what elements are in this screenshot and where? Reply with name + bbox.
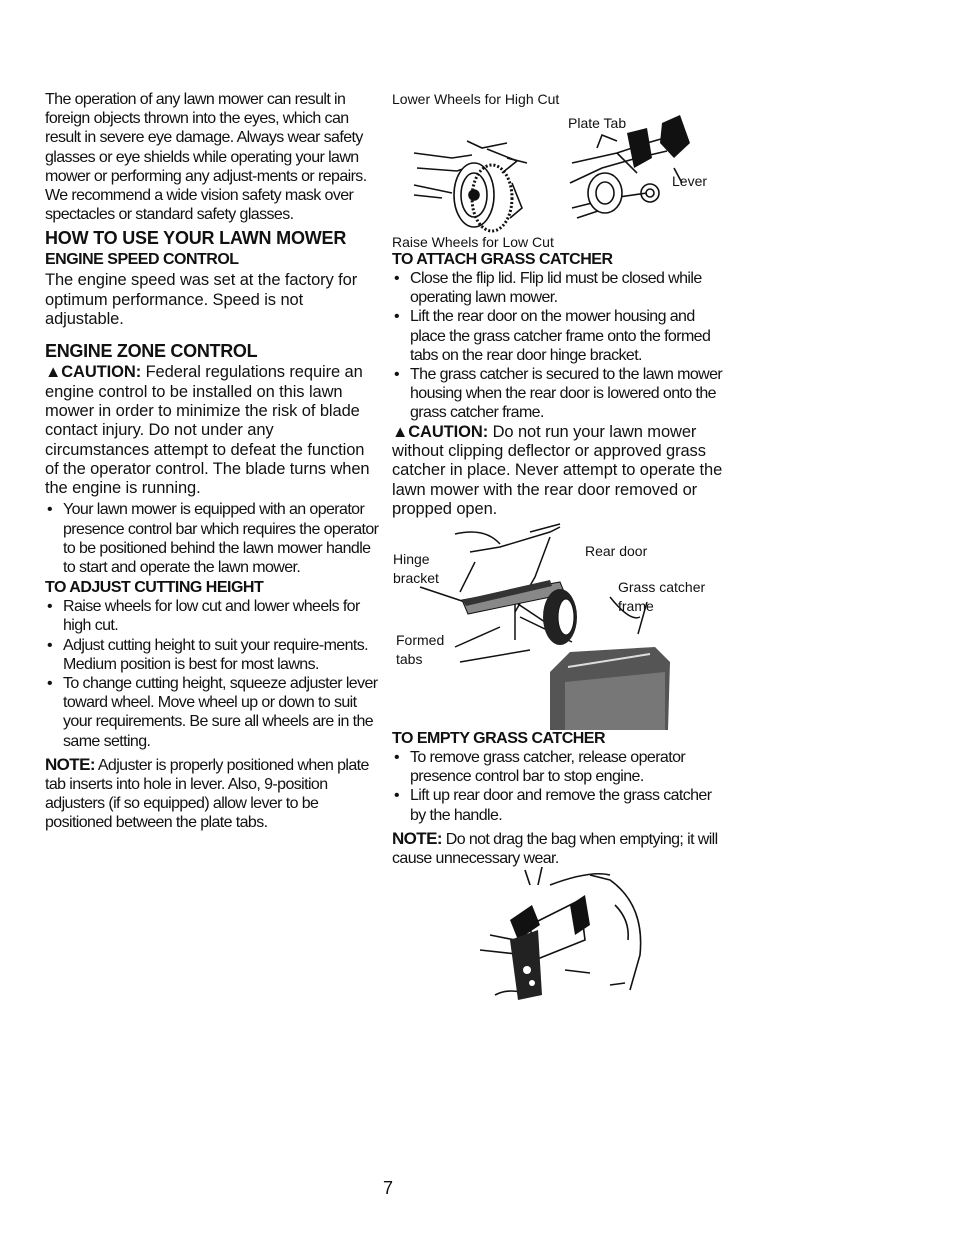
figure2-label-rear-door: Rear door — [585, 543, 648, 559]
right-column-top — [392, 250, 727, 519]
right-column-bottom — [392, 729, 727, 868]
figure1-label-bottom: Raise Wheels for Low Cut — [392, 234, 554, 250]
caution-text: Do not run your lawn mower without clipping deflector or approved grass catcher in place. Never attempt to operate the lawn mower with the rear door removed or propped open. — [392, 422, 723, 518]
figure2-label-catcher: Grass catcher — [618, 579, 706, 595]
list-item: • Close the flip lid. Flip lid must be closed while operating lawn mower. — [392, 269, 727, 307]
list-item: • Raise wheels for low cut and lower wheels for high cut. — [45, 597, 380, 635]
figure2-label-frame: frame — [618, 598, 654, 614]
list-item: • The grass catcher is secured to the lawn mower housing when the rear door is lowered onto the grass catcher frame. — [392, 365, 727, 423]
empty-heading: TO EMPTY GRASS CATCHER — [392, 730, 606, 747]
note-text: Do not drag the bag when emptying; it will cause unnecessary wear. — [392, 830, 718, 868]
note-label: NOTE: — [45, 754, 95, 774]
figure2-label-bracket: bracket — [393, 570, 439, 586]
list-item: • Adjust cutting height to suit your require-ments. Medium position is best for most lawns. — [45, 636, 380, 674]
engine-zone-caution — [45, 363, 380, 498]
grass-catcher-empty-illustration — [470, 865, 655, 1005]
list-item: • Lift up rear door and remove the grass catcher by the handle. — [392, 786, 727, 824]
left-column — [45, 90, 380, 833]
page-number: 7 — [383, 1178, 394, 1198]
attach-bullets — [392, 269, 727, 423]
wheel-adjuster-illustration — [412, 113, 702, 238]
figure1-label-lever: Lever — [672, 173, 708, 189]
attach-caution — [392, 423, 727, 519]
engine-zone-heading: ENGINE ZONE CONTROL — [45, 341, 258, 362]
figure1-label-top: Lower Wheels for High Cut — [392, 91, 560, 107]
cutting-height-heading: TO ADJUST CUTTING HEIGHT — [45, 579, 264, 597]
section-heading-use: HOW TO USE YOUR LAWN MOWER — [45, 228, 347, 249]
note-label: NOTE: — [392, 828, 442, 848]
engine-zone-bullets — [45, 500, 380, 577]
empty-note — [392, 829, 727, 868]
list-item: • To remove grass catcher, release operator presence control bar to stop engine. — [392, 748, 727, 786]
cutting-note — [45, 755, 380, 833]
attach-heading: TO ATTACH GRASS CATCHER — [392, 251, 613, 268]
engine-speed-heading: ENGINE SPEED CONTROL — [45, 251, 239, 269]
caution-label: ▲CAUTION: — [392, 422, 489, 441]
caution-text: Federal regulations require an engine control to be installed on this lawn mower in order to minimize the risk of blade contact injury. Do not under any circumstances attempt to defeat the function of the operator control. The blade turns when the engine is running. — [45, 363, 370, 498]
empty-bullets — [392, 748, 727, 825]
note-text: Adjuster is properly positioned when plate tab inserts into hole in lever. Also, 9-position adjusters (if so equipped) allow lever to be positioned between the plate tabs. — [45, 756, 369, 832]
figure2-label-tabs: tabs — [396, 651, 423, 667]
list-item: • To change cutting height, squeeze adjuster lever toward wheel. Move wheel up or down to suit your requirements. Be sure all wheels are in the same setting. — [45, 674, 380, 751]
grass-catcher-attach-illustration — [400, 522, 680, 732]
intro-paragraph: The operation of any lawn mower can result in foreign objects thrown into the eyes, which can result in severe eye damage. Always wear safety glasses or eye shields while operating your lawn mower or performing any adjust-ments or repairs. We recommend a wide vision safety mask over spectacles or standard safety glasses. — [45, 91, 367, 224]
figure2-label-formed: Formed — [396, 632, 445, 648]
caution-label: ▲CAUTION: — [45, 363, 142, 382]
cutting-height-bullets — [45, 597, 380, 751]
list-item: • Your lawn mower is equipped with an operator presence control bar which requires the operator to be positioned behind the lawn mower handle to start and operate the lawn mower. — [45, 500, 380, 577]
list-item: • Lift the rear door on the mower housing and place the grass catcher frame onto the formed tabs on the rear door hinge bracket. — [392, 307, 727, 365]
figure1-label-plate-tab: Plate Tab — [568, 115, 627, 131]
engine-speed-text: The engine speed was set at the factory for optimum performance. Speed is not adjustable. — [45, 271, 358, 329]
figure2-label-hinge: Hinge — [393, 551, 430, 567]
